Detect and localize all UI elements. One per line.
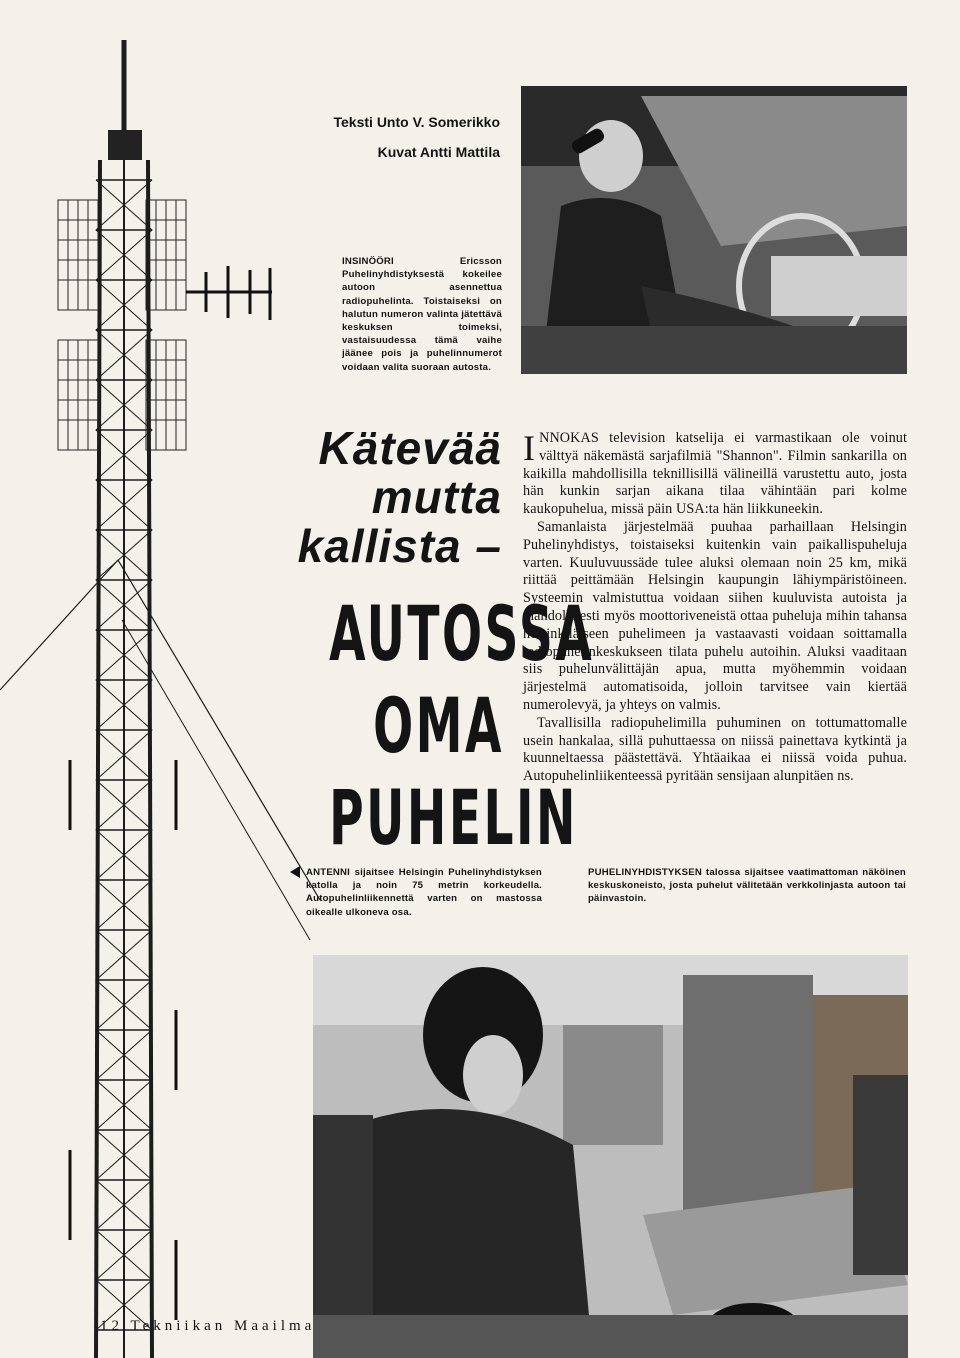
body-paragraph: Tavallisilla radiopuhelimilla puhuminen on tottumattomalle usein hankalaa, sillä puhuttaessa on niissä painettava kytkintä ja kuunneltaessa päästettävä. Yhtäaikaa ei niissä voida puhua. Autopuhelinliikenteessä pyritään sensijaan alunpitäen ns.	[523, 714, 907, 785]
antenna-mast-photo	[0, 0, 330, 1358]
kicker-line-1: Kätevää	[318, 422, 502, 474]
headline-kicker	[270, 424, 502, 571]
caption-lead: INSINÖÖRI	[342, 256, 394, 267]
drop-cap: I	[523, 428, 536, 468]
kicker-line-3: kallista –	[297, 520, 502, 572]
page-number: 12	[100, 1318, 123, 1334]
caption-lead: ANTENNI	[306, 867, 351, 878]
headline-title	[329, 588, 595, 864]
author-credit: Teksti Unto V. Somerikko	[333, 114, 500, 130]
title-line-1: AUTOSSA	[329, 589, 595, 678]
page-footer	[100, 1318, 315, 1335]
body-paragraph: Samanlaista järjestelmää puuhaa parhaillaan Helsingin Puhelinyhdistys, toistaiseksi kuitenkin vain paikallispuheluja varten. Kuuluvuussäde tulee aluksi olemaan noin 25 km, mikä riittää peittämään Helsingin kaupungin lähiympäristöineen. Systeemin valmistuttua voidaan siihen kuuluvista autoista ja mahdollisesti myös moottoriveneistä ottaa puheluja mihin tahansa helsinkiläiseen puhelimeen ja vastaavasti voidaan soittamalla radiopuhelinkeskukseen tilata puhelu autoihin. Aluksi vaaditaan siis puhelunvälittäjän apua, mutta myöhemmin voidaan järjestelmä automatisoida, jolloin tarvitsee vain kiertää numerolevyä, ja yhteys on valmis.	[523, 518, 907, 713]
antenna-photo-caption	[306, 866, 542, 919]
caption-text: talossa sijaitsee vaatimattoman näköinen keskuskoneisto, josta puhelut välitetään verkkolinjasta autoon tai päinvastoin.	[588, 867, 906, 905]
car-radiophone-photo	[521, 86, 907, 374]
title-line-3: PUHELIN	[329, 773, 578, 862]
title-line-2: OMA	[373, 681, 504, 770]
caption-lead: PUHELINYHDISTYKSEN	[588, 867, 702, 878]
car-photo-caption	[342, 255, 502, 374]
caption-text: sijaitsee Helsingin Puhelinyhdistyksen katolla ja noin 75 metrin korkeudella. Autopuhelinliikennettä varten on mastossa oikealle ulkoneva osa.	[306, 867, 542, 918]
body-paragraph: INNOKAS television katselija ei varmastikaan ole voinut välttyä näkemästä sarjafilmiä "Shannon". Filmin sankarilla on kaikilla mahdollisilla teknillisillä välineillä varustettu auto, josta hän kunkin sarjan aikana tilaa vähintään pari kolme kaukopuhelua, missä päin USA:ta hän liikkuneekin.	[523, 428, 907, 518]
kicker-line-2: mutta	[371, 471, 502, 523]
magazine-name: Tekniikan Maailma	[130, 1318, 316, 1334]
caption-text: Ericsson Puhelinyhdistyksestä kokeilee autoon asennettua radiopuhelinta. Toistaiseksi on halutun numeron valinta jätettävä keskuksen toimeksi, vastaisuudessa tämä vaihe jäänee pois ja puhelinnumerot voidaan valita suoraan autosta.	[342, 256, 502, 373]
exchange-photo-caption	[588, 866, 906, 906]
article-body	[523, 430, 907, 786]
exchange-operator-photo	[313, 955, 908, 1358]
photographer-credit: Kuvat Antti Mattila	[377, 144, 500, 160]
